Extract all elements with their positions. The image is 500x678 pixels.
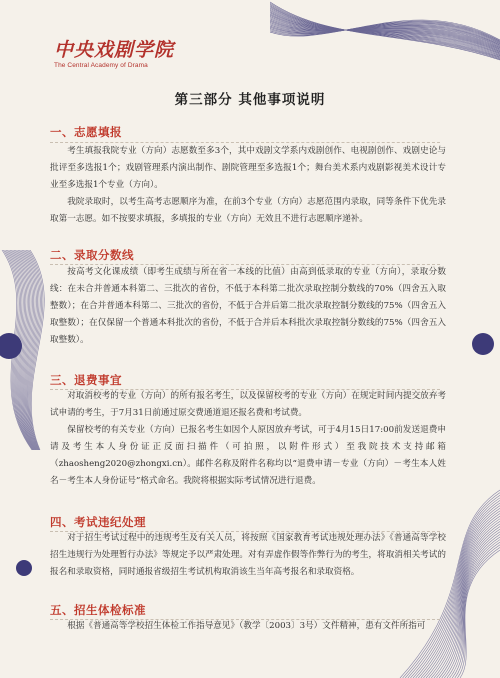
wave-line [270, 14, 500, 52]
section-heading-volunteer: 一、志愿填报 [50, 125, 122, 139]
wave-line [400, 490, 500, 678]
wave-line [270, 22, 500, 46]
wave-line [457, 547, 500, 678]
wave-line [403, 493, 500, 678]
wave-line [270, 8, 500, 56]
wave-line [270, 6, 500, 58]
paragraph: 按高考文化课成绩（即考生成绩与所在省一本线的比值）由高到低录取的专业（方向），录取分数线：在未合并普通本科第二、三批次的省份，不低于本科第二批次录取控制分数线的70%（四舍五入取整数）；在合并普通本科第二、三批次的省份，不低于合并后第二批次录取控制分数线的75%（四舍五入取整数）；在仅保留一个普通本科批次的省份，不低于合并后本科批次录取控制分数线的75%（四舍五入取整数）。 [50, 267, 446, 345]
wave-line [270, 20, 500, 48]
wave-line [270, 21, 500, 47]
paragraph: 保留校考的有关专业（方向）已报名考生如因个人原因放弃考试，可于4月15日17:00前发送退费申请及考生本人身份证正反面扫描件（可拍照，以附件形式）至我院技术支持邮箱（zhaosheng2020@zhongxi.cn）。邮件名称及附件名称均以“退费申请－专业（方向）－考生本人姓名－考生本人身份证号”格式命名。我院将根据实际考试情况进行退费。 [50, 425, 446, 486]
wave-line [270, 15, 500, 51]
wave-line [270, 24, 500, 44]
paragraph: 考生填报我院专业（方向）志愿数至多3个，其中戏剧文学系内戏剧创作、电视剧创作、戏剧史论与批评至多选报1个；戏剧管理系内演出制作、剧院管理至多选报1个；舞台美术系内戏剧影视美术设计专业至多选报1个专业（方向）。 [50, 146, 446, 190]
wave-line [22, 250, 38, 450]
wave-line [270, 13, 500, 53]
paragraph: 对于招生考试过程中的违规考生及有关人员，将按照《国家教育考试违规处理办法》《普通高等学校招生违规行为处理暂行办法》等规定予以严肃处理。对有弄虚作假等作弊行为的考生，将取消相关考试的报名和录取资格，同时通报省级招生考试机构取消该生当年高考报名和录取资格。 [50, 533, 446, 577]
decorative-circle-left [0, 333, 22, 359]
paragraph: 我院录取时，以考生高考志愿顺序为准，在前3个专业（方向）志愿范围内录取，同等条件下优先录取第一志愿。如不按要求填报，多填报的专业（方向）无效且不进行志愿顺序递补。 [50, 197, 446, 224]
wave-line [19, 250, 37, 450]
wave-line [450, 540, 500, 678]
wave-line [442, 532, 500, 678]
wave-line [270, 19, 500, 49]
wave-line [270, 25, 500, 45]
wave-line [270, 3, 500, 59]
wave-line [270, 23, 500, 43]
wave-line [455, 545, 500, 678]
wave-line [408, 498, 500, 678]
wave-line [27, 250, 41, 450]
wave-line [452, 542, 500, 678]
wave-line [405, 495, 500, 678]
wave-line [410, 500, 500, 678]
wave-line [444, 534, 500, 678]
wave-line [270, 18, 500, 50]
logo-english: The Central Academy of Drama [54, 62, 148, 69]
wave-decoration-top-right [270, 0, 500, 90]
wave-line [270, 9, 500, 55]
section-heading-refund: 三、退费事宜 [50, 373, 122, 387]
wave-line [270, 16, 500, 50]
wave-line [23, 250, 38, 450]
paragraph: 对取消校考的专业（方向）的所有报名考生，以及保留校考的专业（方向）在规定时间内提交放弃考试申请的考生，于7月31日前通过原交费通道退还报名费和考试费。 [50, 391, 446, 418]
wave-line [460, 550, 500, 678]
decorative-circle-right [472, 333, 494, 355]
wave-line [21, 250, 38, 450]
wave-line [270, 23, 500, 43]
academy-logo [54, 40, 174, 69]
wave-line [270, 24, 500, 46]
wave-line [270, 10, 500, 54]
wave-line [25, 250, 39, 450]
wave-line [437, 527, 500, 678]
paragraph: 根据《普通高等学校招生体检工作指导意见》（教学〔2003〕3号）文件精神，患有文件所指可 [67, 621, 426, 631]
section-heading-discipline: 四、考试违纪处理 [50, 515, 146, 529]
wave-line [270, 12, 500, 54]
wave-line [270, 22, 500, 42]
decorative-circle-bottom-left [16, 560, 32, 576]
wave-line [270, 2, 500, 60]
wave-line [270, 7, 500, 57]
page-title: 第三部分 其他事项说明 [174, 92, 326, 108]
section-heading-medical-exam: 五、招生体检标准 [50, 603, 146, 617]
wave-line [29, 250, 43, 450]
wave-line [30, 250, 44, 450]
section-heading-score-line: 二、录取分数线 [50, 248, 134, 262]
logo-chinese: 中央戏剧学院 [54, 39, 175, 61]
wave-line [447, 537, 500, 678]
wave-line [270, 4, 500, 58]
wave-line [270, 20, 500, 40]
wave-line [439, 529, 500, 678]
wave-line [270, 21, 500, 41]
wave-line [26, 250, 40, 450]
